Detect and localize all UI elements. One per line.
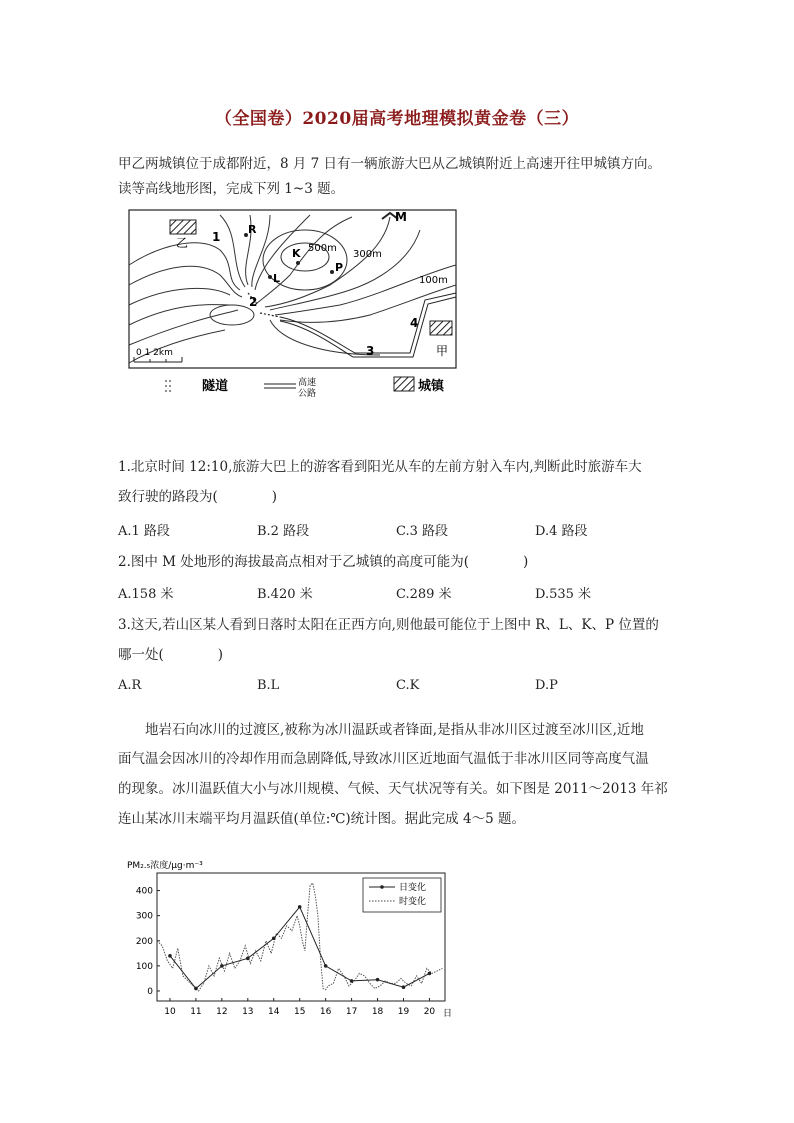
series-daily-point [324,964,328,968]
legend-town-label: 城镇 [418,379,445,394]
x-tick-label: 18 [371,1007,384,1017]
series-daily-point [428,972,432,976]
legend-highway-top: 高速 [298,378,317,388]
q1-stem-line-1: 1.北京时间 12:10,旅游大巴上的游客看到阳光从车的左前方射入车内,判断此时旅游车大 [118,459,642,475]
label-K: K [292,247,301,260]
x-tick-label: 16 [319,1007,332,1017]
label-L: L [273,272,281,285]
pm-chart [125,856,455,1021]
x-tick-label: 12 [216,1007,228,1017]
x-tick-label: 13 [242,1007,254,1017]
label-seg-4: 4 [410,316,419,330]
y-tick-label: 100 [135,961,153,972]
series-daily-point [350,979,354,983]
passage2-line-2: 面气温会因冰川的冷却作用而急剧降低,导致冰川区近地面气温低于非冰川区同等高度气温 [118,751,649,767]
series-daily-point [272,936,276,940]
q3-stem-line-1: 3.这天,若山区某人看到日落时太阳在正西方向,则他最可能位于上图中 R、L、K、P 位置的 [118,617,659,633]
legend-hourly-label: 时变化 [399,897,427,907]
q3-option-d: D.P [535,678,558,693]
scale-label: 0 1 2km [136,348,173,358]
q1-option-a: A.1 路段 [118,524,170,539]
x-tick-label: 17 [345,1007,358,1017]
series-daily-point [376,978,380,982]
q1-option-b: B.2 路段 [257,524,310,539]
q2-option-d: D.535 米 [535,587,592,602]
label-R: R [248,223,257,236]
chart-ylabel: PM₂.₅浓度/μg·m⁻³ [127,861,203,871]
label-100m: 100m [419,275,448,286]
q2-stem: 2.图中 M 处地形的海拔最高点相对于乙城镇的高度可能为( ) [118,554,529,570]
q1-stem-line-2: 致行驶的路段为( ) [118,489,278,505]
label-300m: 300m [353,249,382,260]
intro-line-2: 读等高线地形图，完成下列 1~3 题。 [118,181,345,197]
label-seg-3: 3 [366,344,375,358]
series-daily-point [402,985,406,989]
x-tick-label: 19 [397,1007,410,1017]
q1-option-d: D.4 路段 [535,524,588,539]
q3-option-c: C.K [396,678,420,693]
legend-tunnel-label: 隧道 [202,379,229,394]
page-title: （全国卷）2020届高考地理模拟黄金卷（三） [214,109,580,129]
label-yi: 乙 [176,236,189,250]
q3-option-b: B.L [257,678,280,693]
y-tick-label: 300 [135,911,153,922]
label-P: P [335,261,344,274]
y-tick-label: 400 [135,886,153,897]
x-tick-label: 15 [293,1007,306,1017]
legend-highway-symbol [264,384,296,388]
q2-option-c: C.289 米 [396,587,452,602]
q3-option-a: A.R [118,678,142,693]
legend-daily-marker [380,885,384,889]
series-daily-line [170,907,429,989]
x-tick-label: 20 [423,1007,436,1017]
intro-line-1: 甲乙两城镇位于成都附近，8 月 7 日有一辆旅游大巴从乙城镇附近上高速开往甲城镇方向。 [118,156,662,172]
town-yi-symbol [170,220,196,234]
y-tick-label: 0 [147,986,153,997]
label-seg-1: 1 [212,230,221,244]
x-tick-label: 10 [164,1007,176,1017]
series-daily-point [298,905,302,909]
label-jia: 甲 [436,344,449,358]
point-P [330,270,334,274]
contour-map [120,205,465,405]
series-daily-point [246,957,250,961]
series-daily-point [168,954,172,958]
passage2-line-1: 地岩石向冰川的过渡区,被称为冰川温跃或者锋面,是指从非冰川区过渡至冰川区,近地 [145,722,644,738]
series-daily-point [194,987,198,991]
y-tick-label: 200 [135,936,153,947]
label-M: M [395,210,407,224]
legend-highway-bottom: 公路 [298,389,317,399]
point-L [268,275,272,279]
q2-option-a: A.158 米 [118,587,174,602]
label-seg-2: 2 [249,295,258,309]
x-tick-label: 14 [268,1007,280,1017]
point-K [296,261,300,265]
series-daily-point [220,964,224,968]
q2-option-b: B.420 米 [257,587,313,602]
legend-town-symbol [394,377,414,391]
passage2-line-4: 连山某冰川末端平均月温跃值(单位:℃)统计图。据此完成 4～5 题。 [118,811,525,827]
passage2-line-3: 的现象。冰川温跃值大小与冰川规模、气候、天气状况等有关。如下图是 2011～2013 年祁 [118,781,668,797]
legend-daily-label: 日变化 [399,883,427,893]
label-500m: 500m [308,243,337,254]
town-jia-symbol [430,321,452,335]
chart-xlabel: 日 [443,1009,453,1019]
chart-legend [363,878,441,912]
legend-tunnel-symbol [165,381,172,391]
q1-option-c: C.3 路段 [396,524,449,539]
x-tick-label: 11 [190,1007,202,1017]
q3-stem-line-2: 哪一处( ) [118,647,224,663]
map-legend [165,376,445,399]
